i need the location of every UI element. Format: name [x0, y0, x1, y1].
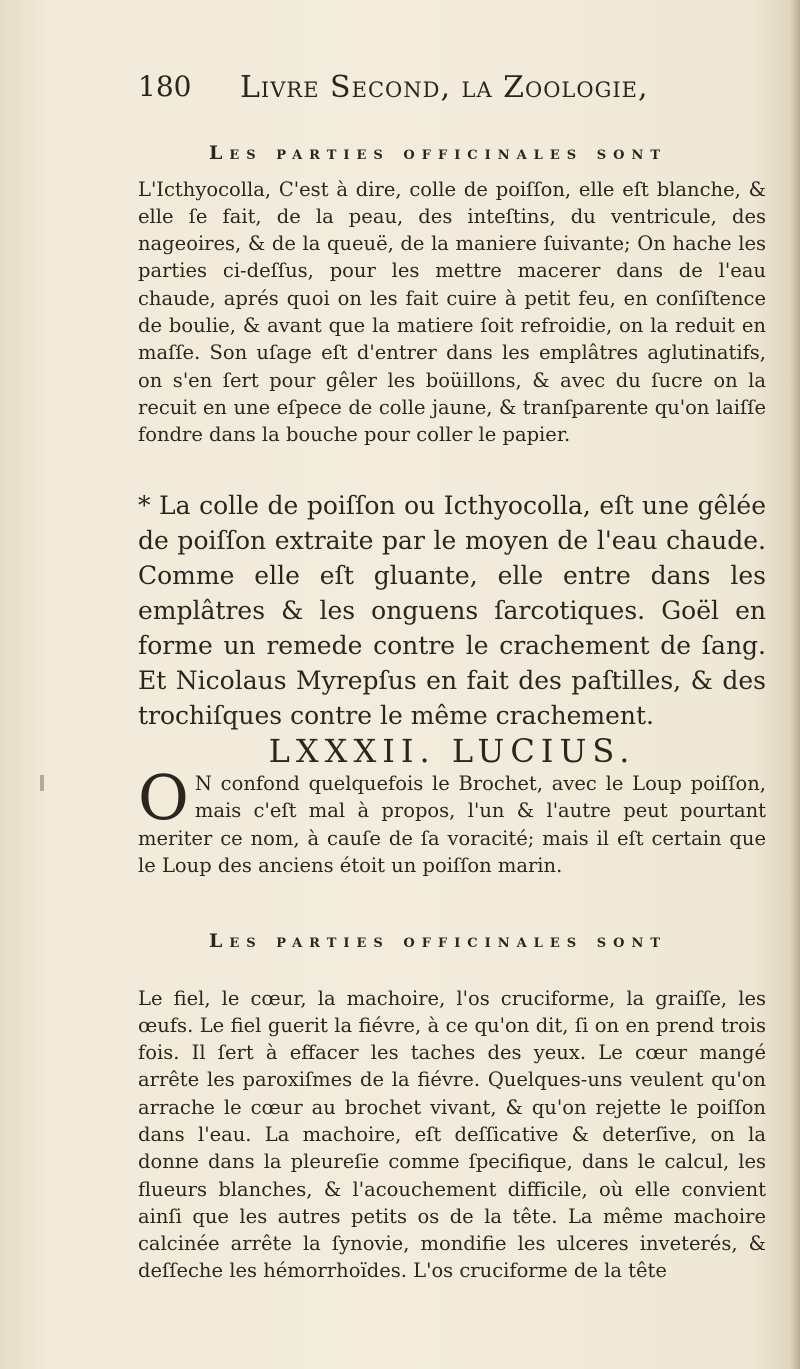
running-head: Livre Second, la Zoologie, [240, 70, 649, 105]
page-header [138, 70, 760, 120]
icthyocolla-paragraph: L'Icthyocolla, C'est à dire, colle de poiſſon, elle eſt blanche, & elle ſe fait, de la peau, des inteſtins, du ventricule, des nageoires, & de la queuë, de la maniere ſuivante; On hache les parties ci-deſſus, pour les mettre macerer dans de l'eau chaude, aprés quoi on les fait cuire à petit feu, en conſiſtence de boulie, & avant que la matiere ſoit refroidie, on la reduit en maſſe. Son uſage eſt d'entrer dans les emplâtres aglutinatifs, on s'en ſert pour gêler les boüillons, & avec du ſucre on la recuit en une eſpece de colle jaune, & tranſparente qu'on laiſſe fondre dans la bouche pour coller le papier. [138, 177, 766, 447]
brochet-parts-paragraph: Le fiel, le cœur, la machoire, l'os cruciforme, la graiſſe, les œufs. Le fiel guerit la fiévre, à ce qu'on dit, ſi on en prend trois fois. Il ſert à effacer les taches des yeux. Le cœur mangé arrête les paroxiſmes de la fiévre. Quelques-uns veulent qu'on arrache le cœur au brochet vivant, & qu'on rejette le poiſſon dans l'eau. La machoire, eſt deſſicative & deterſive, on la donne dans la pleureſie comme ſpecifique, dans le calcul, les flueurs blanches, & l'acouchement difficile, où elle convient ainſi que les autres petits os de la tête. La même machoire calcinée arrête la ſynovie, mondifie les ulceres inveterés, & deſſeche les hémorrhoïdes. L'os cruciforme de la tête [138, 986, 766, 1283]
section-heading-officinales-2: Les parties officinales sont [208, 930, 667, 952]
drop-cap: O [138, 761, 189, 834]
page-edge-shadow [790, 0, 800, 1369]
lucius-paragraph [138, 761, 766, 879]
lucius-paragraph-text: N confond quelquefois le Brochet, avec le Loup poiſſon, mais c'eſt mal à propos, l'un & l'autre peut pourtant meriter ce nom, à cauſe de ſa voracité; mais il eſt certain que le Loup des anciens étoit un poiſſon marin. [138, 772, 766, 877]
section-heading-officinales-1: Les parties officinales sont [208, 142, 667, 164]
footnote-paragraph: * La colle de poiſſon ou Icthyocolla, eſt une gêlée de poiſſon extraite par le moyen de l'eau chaude. Comme elle eſt gluante, elle entre dans les emplâtres & les onguens ſarcotiques. Goël en forme un remede contre le crachement de ſang. Et Nicolaus Myrepſus en fait des paſtilles, & des trochiſques contre le même crachement. [138, 491, 766, 730]
margin-mark [40, 775, 44, 791]
page-number: 180 [138, 70, 192, 103]
chapter-title: LXXXII. LUCIUS. [268, 732, 636, 770]
